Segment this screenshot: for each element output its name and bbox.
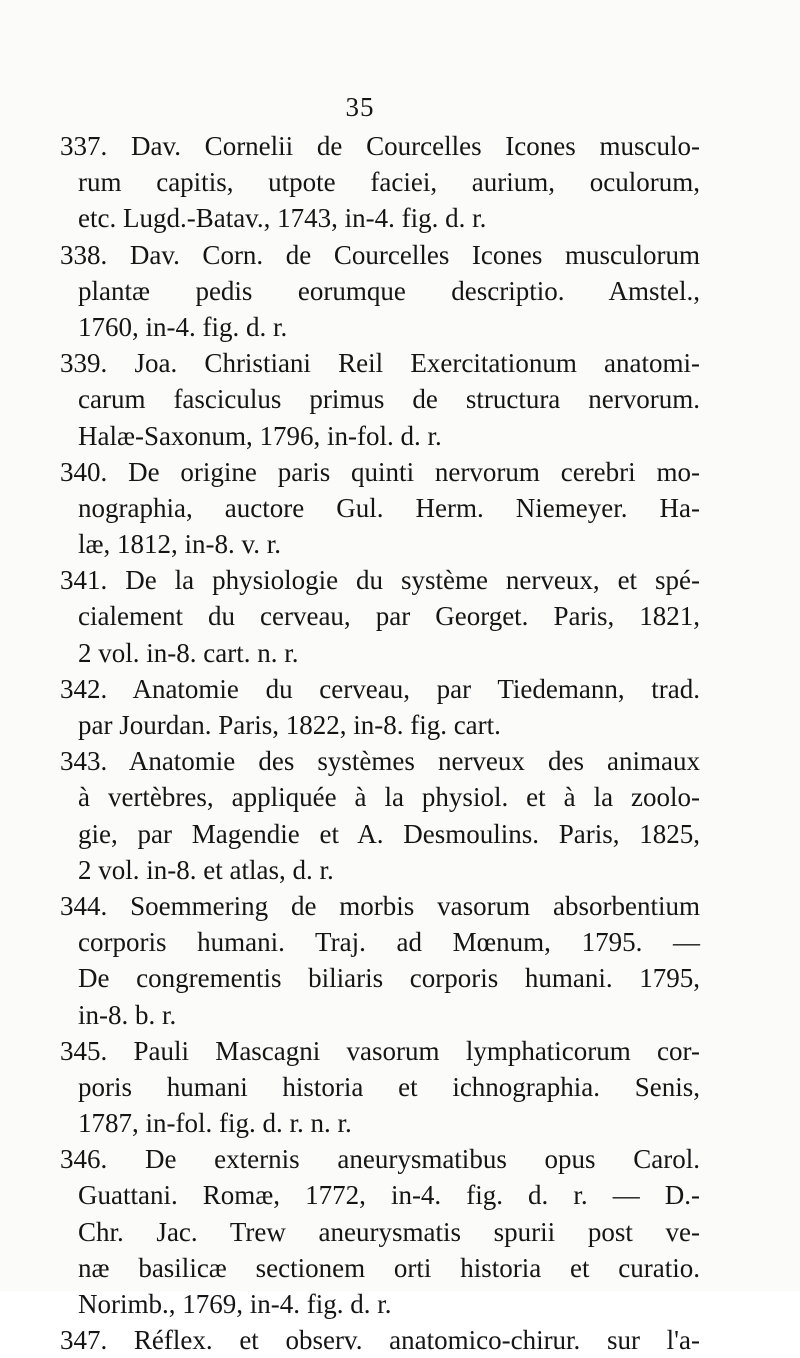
- entry-line: Guattani. Romæ, 1772, in-4. fig. d. r. — D.-: [78, 1180, 700, 1211]
- catalogue-entry-347: [60, 1322, 700, 1358]
- entry-line: 339. Joa. Christiani Reil Exercitationum anatomi-: [60, 348, 700, 379]
- entry-line: læ, 1812, in-8. v. r.: [78, 529, 282, 560]
- catalogue-entry-343: [60, 743, 700, 888]
- entry-line: 342. Anatomie du cerveau, par Tiedemann, trad.: [60, 673, 700, 704]
- entry-line: 341. De la physiologie du système nerveux, et spé-: [60, 565, 700, 596]
- entry-line: 1760, in-4. fig. d. r.: [78, 311, 288, 342]
- entry-line: 2 vol. in-8. cart. n. r.: [78, 637, 299, 668]
- entry-line: Norimb., 1769, in-4. fig. d. r.: [78, 1289, 392, 1319]
- catalogue-entries: [60, 128, 700, 1358]
- entry-line: De congrementis biliaris corporis humani. 1795,: [78, 963, 700, 994]
- entry-line: 340. De origine paris quinti nervorum cerebri mo-: [60, 456, 700, 487]
- entry-line: à vertèbres, appliquée à la physiol. et à la zoolo-: [78, 782, 700, 813]
- entry-line: 346. De externis aneurysmatibus opus Carol.: [60, 1144, 700, 1175]
- entry-line: nographia, auctore Gul. Herm. Niemeyer. Ha-: [78, 492, 700, 523]
- entry-line: 347. Réflex. et observ. anatomico-chirur. sur l'a-: [60, 1325, 700, 1356]
- entry-line: 337. Dav. Cornelii de Courcelles Icones musculo-: [60, 131, 700, 161]
- entry-line: etc. Lugd.-Batav., 1743, in-4. fig. d. r.: [78, 203, 487, 234]
- catalogue-entry-342: [60, 671, 700, 743]
- entry-line: plantæ pedis eorumque descriptio. Amstel.,: [78, 275, 700, 306]
- entry-line: poris humani historia et ichnographia. Senis,: [78, 1071, 700, 1102]
- entry-line: in-8. b. r.: [78, 999, 177, 1030]
- catalogue-entry-337: [60, 128, 700, 237]
- catalogue-entry-345: [60, 1033, 700, 1142]
- entry-line: carum fasciculus primus de structura nervorum.: [78, 384, 700, 415]
- page-number: 35: [345, 92, 375, 122]
- entry-line: Chr. Jac. Trew aneurysmatis spurii post ve-: [78, 1216, 700, 1247]
- entry-line: 338. Dav. Corn. de Courcelles Icones musculorum: [60, 239, 700, 270]
- entry-line: 1787, in-fol. fig. d. r. n. r.: [78, 1108, 352, 1139]
- entry-line: 343. Anatomie des systèmes nerveux des animaux: [60, 746, 700, 777]
- entry-line: 344. Soemmering de morbis vasorum absorbentium: [60, 890, 700, 921]
- catalogue-entry-338: [60, 237, 700, 346]
- entry-line: 2 vol. in-8. et atlas, d. r.: [78, 854, 334, 885]
- entry-line: næ basilicæ sectionem orti historia et curatio.: [78, 1252, 700, 1283]
- entry-line: par Jourdan. Paris, 1822, in-8. fig. cart.: [78, 710, 501, 740]
- entry-line: cialement du cerveau, par Georget. Paris, 1821,: [78, 601, 700, 632]
- entry-line: gie, par Magendie et A. Desmoulins. Paris, 1825,: [78, 818, 700, 849]
- entry-line: Halæ-Saxonum, 1796, in-fol. d. r.: [78, 420, 442, 451]
- entry-line: rum capitis, utpote faciei, aurium, oculorum,: [78, 167, 700, 198]
- catalogue-entry-346: [60, 1141, 700, 1322]
- catalogue-entry-341: [60, 562, 700, 671]
- catalogue-entry-344: [60, 888, 700, 1033]
- entry-line: corporis humani. Traj. ad Mœnum, 1795. —: [78, 927, 700, 958]
- entry-line: 345. Pauli Mascagni vasorum lymphaticorum cor-: [60, 1035, 700, 1066]
- catalogue-entry-340: [60, 454, 700, 563]
- catalogue-entry-339: [60, 345, 700, 454]
